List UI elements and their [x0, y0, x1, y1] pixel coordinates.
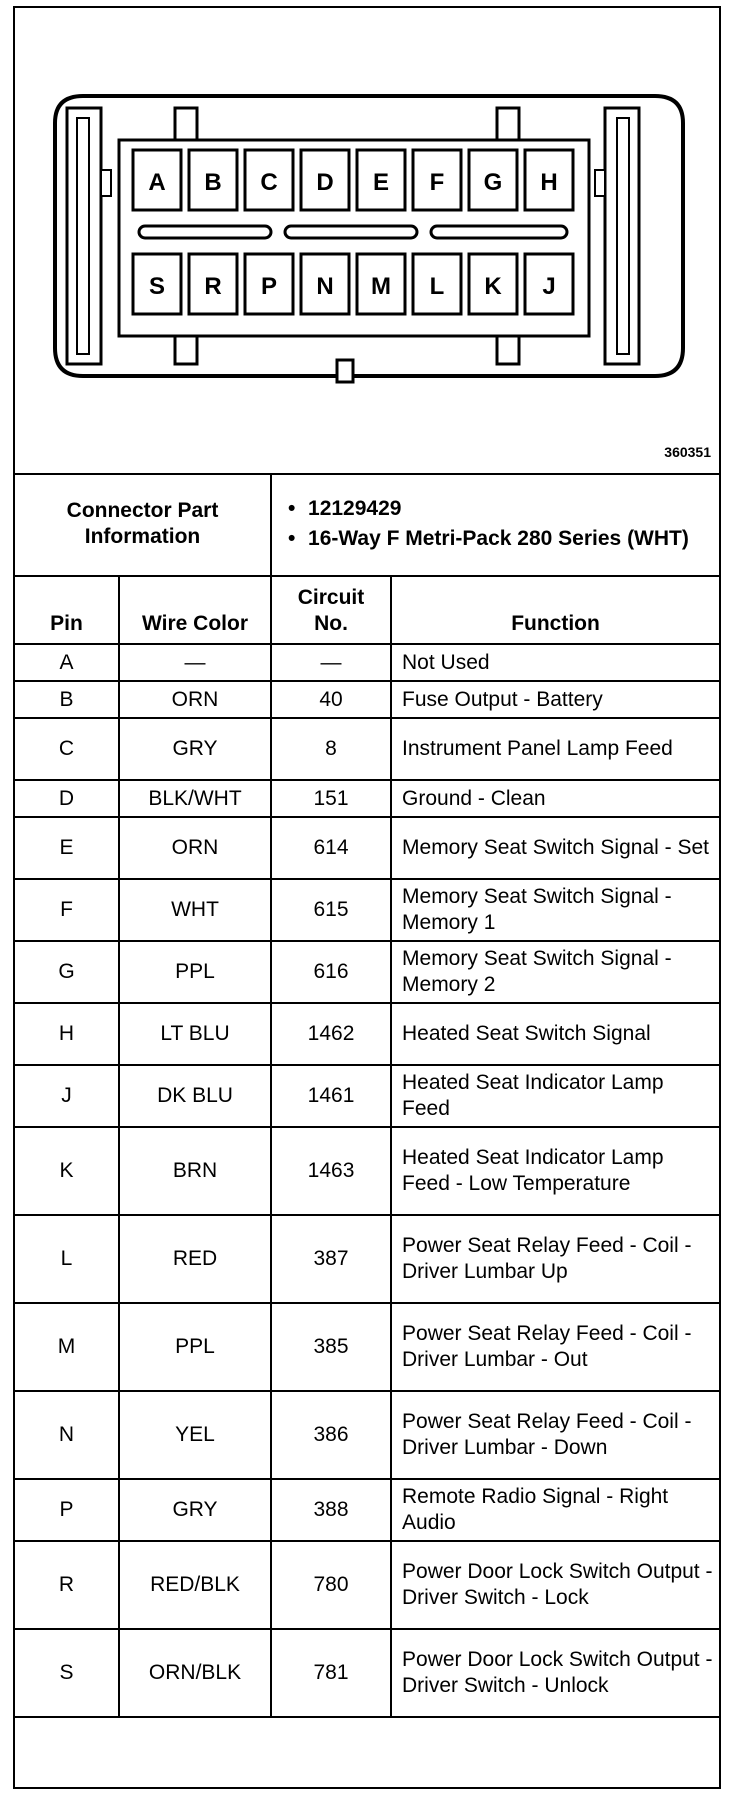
pin-cell: L: [15, 1215, 119, 1303]
column-header-pin: Pin: [15, 576, 119, 644]
table-row: [15, 879, 719, 941]
wire-color-cell: PPL: [119, 941, 271, 1003]
pin-label: K: [484, 273, 502, 300]
wire-color-cell: PPL: [119, 1303, 271, 1391]
pin-label: F: [429, 169, 445, 196]
wire-color-cell: ORN: [119, 681, 271, 718]
pin-cell: M: [15, 1303, 119, 1391]
wire-color-cell: RED: [119, 1215, 271, 1303]
table-row: [15, 1215, 719, 1303]
separator-slot: [139, 226, 271, 238]
table-row: [15, 1541, 719, 1629]
pin-label: A: [148, 169, 166, 196]
pin-cell: K: [15, 1127, 119, 1215]
pin-cell: H: [15, 1003, 119, 1065]
table-row: [15, 817, 719, 879]
table-row: [15, 1479, 719, 1541]
circuit-number-cell: 151: [271, 780, 391, 817]
part-number: • 12129429: [286, 496, 713, 522]
pin-cell: A: [15, 644, 119, 681]
pin-label: P: [260, 273, 278, 300]
function-cell: Memory Seat Switch Signal - Memory 2: [391, 941, 719, 1003]
connector-part-info-label: Connector Part Information: [15, 473, 271, 576]
function-cell: Power Seat Relay Feed - Coil - Driver Lumbar - Out: [391, 1303, 719, 1391]
pin-cell: R: [15, 1541, 119, 1629]
column-header-function: Function: [391, 576, 719, 644]
wire-color-cell: BRN: [119, 1127, 271, 1215]
wire-color-cell: GRY: [119, 718, 271, 780]
function-cell: Instrument Panel Lamp Feed: [391, 718, 719, 780]
connector-sheet: [13, 6, 721, 1789]
table-row: [15, 681, 719, 718]
table-row: [15, 1303, 719, 1391]
table-row: [15, 1065, 719, 1127]
circuit-number-cell: 1463: [271, 1127, 391, 1215]
function-cell: Power Seat Relay Feed - Coil - Driver Lumbar - Down: [391, 1391, 719, 1479]
pin-table: [15, 473, 719, 1718]
pin-label: M: [371, 273, 391, 300]
connector-description: • 16-Way F Metri-Pack 280 Series (WHT): [286, 526, 713, 552]
pin-label: H: [540, 169, 558, 196]
table-header-row: [15, 576, 719, 644]
function-cell: Power Door Lock Switch Output - Driver Switch - Lock: [391, 1541, 719, 1629]
connector-part-info-values: [271, 473, 719, 576]
circuit-number-cell: 385: [271, 1303, 391, 1391]
function-cell: Memory Seat Switch Signal - Set: [391, 817, 719, 879]
wire-color-cell: LT BLU: [119, 1003, 271, 1065]
table-row: [15, 718, 719, 780]
figure-number: 360351: [664, 444, 711, 460]
column-header-circuit-no: Circuit No.: [271, 576, 391, 644]
wire-color-cell: YEL: [119, 1391, 271, 1479]
function-cell: Not Used: [391, 644, 719, 681]
wire-color-cell: ORN/BLK: [119, 1629, 271, 1717]
wire-color-cell: ORN: [119, 817, 271, 879]
function-cell: Power Seat Relay Feed - Coil - Driver Lumbar Up: [391, 1215, 719, 1303]
table-row: [15, 941, 719, 1003]
pin-cell: B: [15, 681, 119, 718]
circuit-number-cell: 388: [271, 1479, 391, 1541]
circuit-number-cell: 1462: [271, 1003, 391, 1065]
circuit-number-cell: 614: [271, 817, 391, 879]
pin-cell: D: [15, 780, 119, 817]
pin-label: B: [204, 169, 222, 196]
circuit-number-cell: 386: [271, 1391, 391, 1479]
function-cell: Ground - Clean: [391, 780, 719, 817]
wire-color-cell: BLK/WHT: [119, 780, 271, 817]
connector-part-info-row: [15, 473, 719, 576]
pin-cell: J: [15, 1065, 119, 1127]
pin-cell: G: [15, 941, 119, 1003]
pin-cell: N: [15, 1391, 119, 1479]
table-row: [15, 1127, 719, 1215]
circuit-number-cell: —: [271, 644, 391, 681]
circuit-number-cell: 40: [271, 681, 391, 718]
function-cell: Memory Seat Switch Signal - Memory 1: [391, 879, 719, 941]
separator-slot: [285, 226, 417, 238]
table-row: [15, 644, 719, 681]
pin-rows: [15, 644, 719, 1717]
table-row: [15, 1629, 719, 1717]
pin-label: D: [316, 169, 334, 196]
pin-cell: F: [15, 879, 119, 941]
table-row: [15, 780, 719, 817]
function-cell: Heated Seat Indicator Lamp Feed: [391, 1065, 719, 1127]
circuit-number-cell: 781: [271, 1629, 391, 1717]
pin-label: E: [372, 169, 390, 196]
pin-label: J: [542, 273, 556, 300]
wire-color-cell: WHT: [119, 879, 271, 941]
wire-color-cell: DK BLU: [119, 1065, 271, 1127]
function-cell: Heated Seat Switch Signal: [391, 1003, 719, 1065]
wire-color-cell: GRY: [119, 1479, 271, 1541]
circuit-number-cell: 1461: [271, 1065, 391, 1127]
pin-cell: C: [15, 718, 119, 780]
table-row: [15, 1003, 719, 1065]
circuit-number-cell: 780: [271, 1541, 391, 1629]
connector-diagram: [15, 8, 719, 475]
pin-cell: P: [15, 1479, 119, 1541]
pin-label: C: [260, 169, 278, 196]
circuit-number-cell: 616: [271, 941, 391, 1003]
key-tab: [337, 360, 353, 382]
separator-slot: [431, 226, 567, 238]
pin-label: R: [204, 273, 222, 300]
function-cell: Power Door Lock Switch Output - Driver Switch - Unlock: [391, 1629, 719, 1717]
function-cell: Fuse Output - Battery: [391, 681, 719, 718]
circuit-number-cell: 387: [271, 1215, 391, 1303]
column-header-wire-color: Wire Color: [119, 576, 271, 644]
function-cell: Heated Seat Indicator Lamp Feed - Low Temperature: [391, 1127, 719, 1215]
circuit-number-cell: 8: [271, 718, 391, 780]
pin-label: N: [316, 273, 334, 300]
function-cell: Remote Radio Signal - Right Audio: [391, 1479, 719, 1541]
table-row: [15, 1391, 719, 1479]
pin-cell: S: [15, 1629, 119, 1717]
pin-label: G: [483, 169, 503, 196]
pin-label: L: [429, 273, 445, 300]
circuit-number-cell: 615: [271, 879, 391, 941]
pin-cell: E: [15, 817, 119, 879]
connector-diagram-area: [15, 8, 719, 475]
pin-label: S: [148, 273, 166, 300]
wire-color-cell: RED/BLK: [119, 1541, 271, 1629]
wire-color-cell: —: [119, 644, 271, 681]
